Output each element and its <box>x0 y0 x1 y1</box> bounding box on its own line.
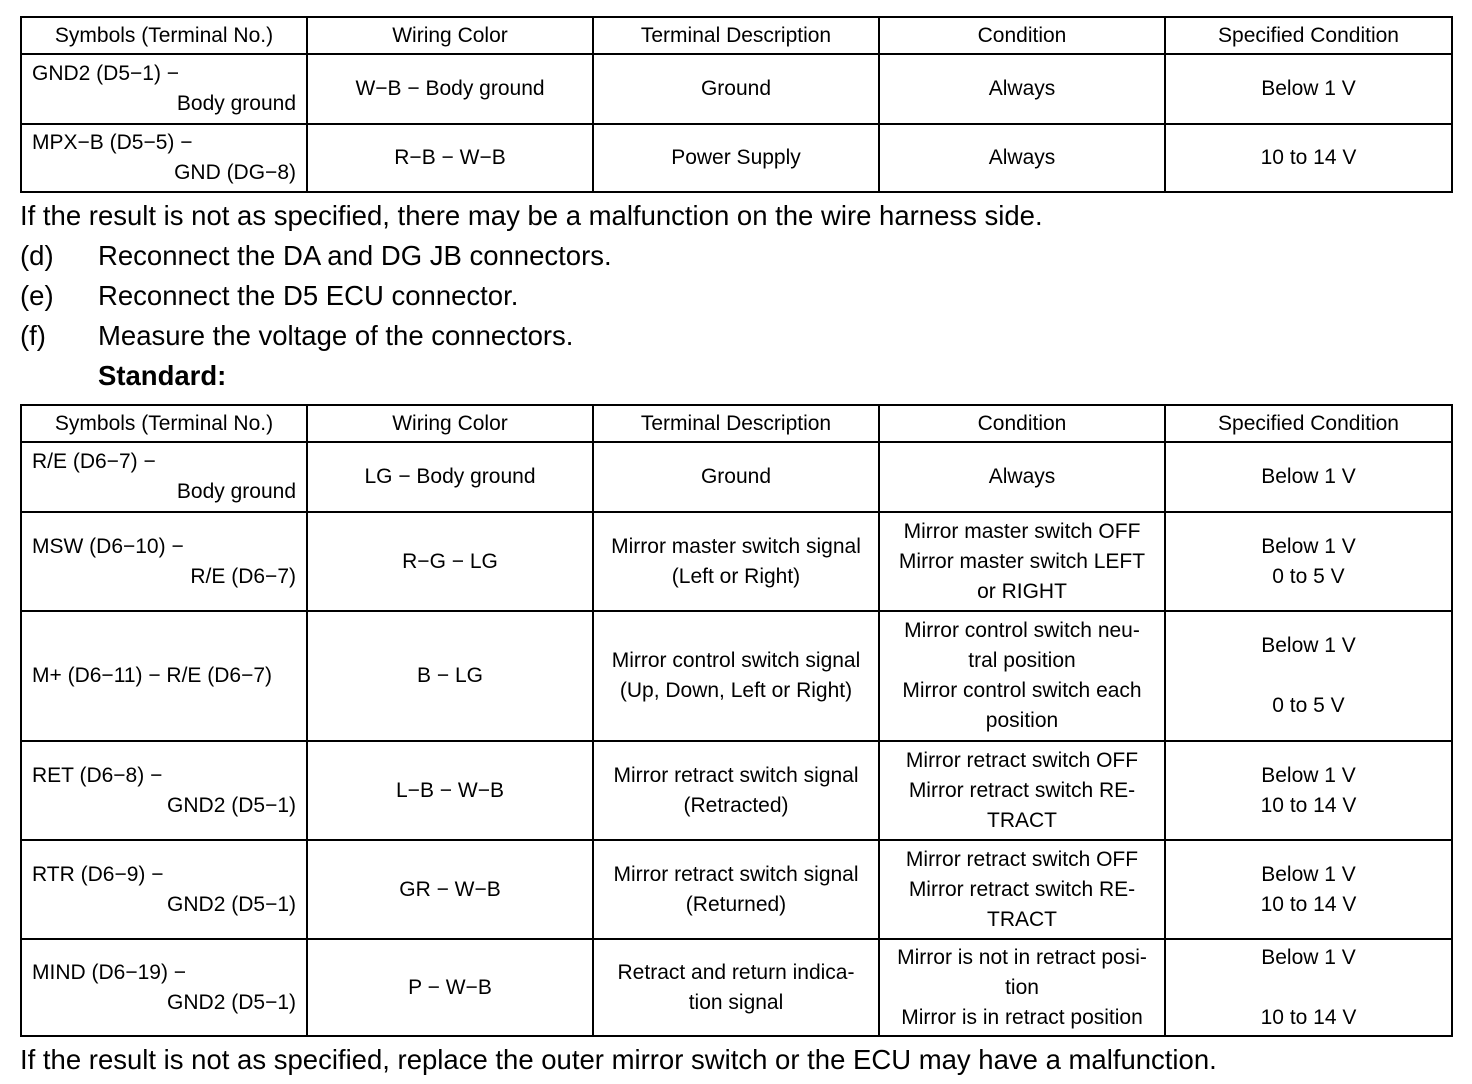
wiring-color-cell: GR − W−B <box>307 840 593 939</box>
header-symbols: Symbols (Terminal No.) <box>21 17 307 54</box>
terminal-voltage-table-2 <box>20 404 1453 1037</box>
symbol-from: RET (D6−8) − <box>32 763 163 787</box>
specified-condition-cell: Below 1 V <box>1165 54 1452 124</box>
wiring-color-cell: P − W−B <box>307 939 593 1036</box>
header-condition: Condition <box>879 405 1165 442</box>
terminal-description-cell: Ground <box>593 54 879 124</box>
header-specified-condition: Specified Condition <box>1165 17 1452 54</box>
table-row <box>21 741 1452 840</box>
symbol-cell <box>21 611 307 741</box>
symbol-from: M+ (D6−11) − R/E (D6−7) <box>32 664 273 687</box>
table-row <box>21 442 1452 512</box>
symbol-cell <box>21 124 307 192</box>
symbol-to: GND (DG−8) <box>174 161 296 184</box>
step-letter: (d) <box>20 240 54 271</box>
table-header-row <box>21 405 1452 442</box>
terminal-description-cell: Mirror retract switch signal (Returned) <box>593 840 879 939</box>
symbol-from: MPX−B (D5−5) − <box>32 131 193 154</box>
table-header-row <box>21 17 1452 54</box>
header-wiring-color: Wiring Color <box>307 17 593 54</box>
step-e <box>20 276 1420 316</box>
header-wiring-color: Wiring Color <box>307 405 593 442</box>
specified-condition-cell: Below 1 V 0 to 5 V <box>1165 512 1452 611</box>
specified-condition-cell: 10 to 14 V <box>1165 124 1452 192</box>
terminal-description-cell: Mirror master switch signal (Left or Right) <box>593 512 879 611</box>
terminal-description-cell: Ground <box>593 442 879 512</box>
table-row <box>21 512 1452 611</box>
terminal-voltage-table-1 <box>20 16 1453 193</box>
condition-cell: Always <box>879 54 1165 124</box>
specified-condition-cell: Below 1 V 10 to 14 V <box>1165 840 1452 939</box>
step-text: Reconnect the DA and DG JB connectors. <box>98 240 612 271</box>
wiring-color-cell: W−B − Body ground <box>307 54 593 124</box>
step-letter: (e) <box>20 280 54 311</box>
specified-condition-cell: Below 1 V 10 to 14 V <box>1165 939 1452 1036</box>
wiring-color-cell: R−B − W−B <box>307 124 593 192</box>
condition-cell: Mirror retract switch OFF Mirror retract switch RE- TRACT <box>879 741 1165 840</box>
condition-cell: Always <box>879 442 1165 512</box>
symbol-from: MIND (D6−19) − <box>32 960 187 984</box>
terminal-description-cell: Mirror retract switch signal (Retracted) <box>593 741 879 840</box>
table-row <box>21 124 1452 192</box>
result-note-2: If the result is not as specified, replace the outer mirror switch or the ECU may have a malfunction. <box>20 1044 1217 1075</box>
wiring-color-cell: B − LG <box>307 611 593 741</box>
header-condition: Condition <box>879 17 1165 54</box>
header-symbols: Symbols (Terminal No.) <box>21 405 307 442</box>
terminal-description-cell: Mirror control switch signal (Up, Down, Left or Right) <box>593 611 879 741</box>
symbol-cell <box>21 54 307 124</box>
table-row <box>21 840 1452 939</box>
symbol-from: MSW (D6−10) − <box>32 534 184 558</box>
symbol-to: R/E (D6−7) <box>190 564 296 588</box>
symbol-to: Body ground <box>176 480 296 503</box>
symbol-cell <box>21 840 307 939</box>
wiring-color-cell: LG − Body ground <box>307 442 593 512</box>
specified-condition-cell: Below 1 V 0 to 5 V <box>1165 611 1452 741</box>
symbol-from: RTR (D6−9) − <box>32 862 164 886</box>
symbol-to: Body ground <box>176 92 296 115</box>
condition-cell: Mirror retract switch OFF Mirror retract switch RE- TRACT <box>879 840 1165 939</box>
symbol-to: GND2 (D5−1) <box>167 892 296 916</box>
condition-cell: Mirror master switch OFF Mirror master switch LEFT or RIGHT <box>879 512 1165 611</box>
table-row <box>21 611 1452 741</box>
step-d <box>20 236 1420 276</box>
wiring-color-cell: R−G − LG <box>307 512 593 611</box>
specified-condition-cell: Below 1 V <box>1165 442 1452 512</box>
step-letter: (f) <box>20 320 46 351</box>
result-note-1: If the result is not as specified, there may be a malfunction on the wire harness side. <box>20 200 1043 231</box>
header-terminal-description: Terminal Description <box>593 17 879 54</box>
wiring-color-cell: L−B − W−B <box>307 741 593 840</box>
condition-cell: Mirror is not in retract posi- tion Mirror is in retract position <box>879 939 1165 1036</box>
symbol-from: GND2 (D5−1) − <box>32 62 180 85</box>
specified-condition-cell: Below 1 V 10 to 14 V <box>1165 741 1452 840</box>
terminal-description-cell: Retract and return indica- tion signal <box>593 939 879 1036</box>
symbol-cell <box>21 442 307 512</box>
header-specified-condition: Specified Condition <box>1165 405 1452 442</box>
header-terminal-description: Terminal Description <box>593 405 879 442</box>
standard-label: Standard: <box>98 360 227 391</box>
terminal-description-cell: Power Supply <box>593 124 879 192</box>
step-text: Measure the voltage of the connectors. <box>98 320 574 351</box>
condition-cell: Always <box>879 124 1165 192</box>
symbol-to: GND2 (D5−1) <box>167 990 296 1014</box>
table-row <box>21 939 1452 1036</box>
condition-cell: Mirror control switch neu- tral position Mirror control switch each position <box>879 611 1165 741</box>
table-row <box>21 54 1452 124</box>
symbol-to: GND2 (D5−1) <box>167 793 296 817</box>
standard-heading <box>20 356 1420 396</box>
symbol-cell <box>21 939 307 1036</box>
step-f <box>20 316 1420 356</box>
symbol-cell <box>21 512 307 611</box>
step-text: Reconnect the D5 ECU connector. <box>98 280 519 311</box>
symbol-cell <box>21 741 307 840</box>
symbol-from: R/E (D6−7) − <box>32 450 156 473</box>
